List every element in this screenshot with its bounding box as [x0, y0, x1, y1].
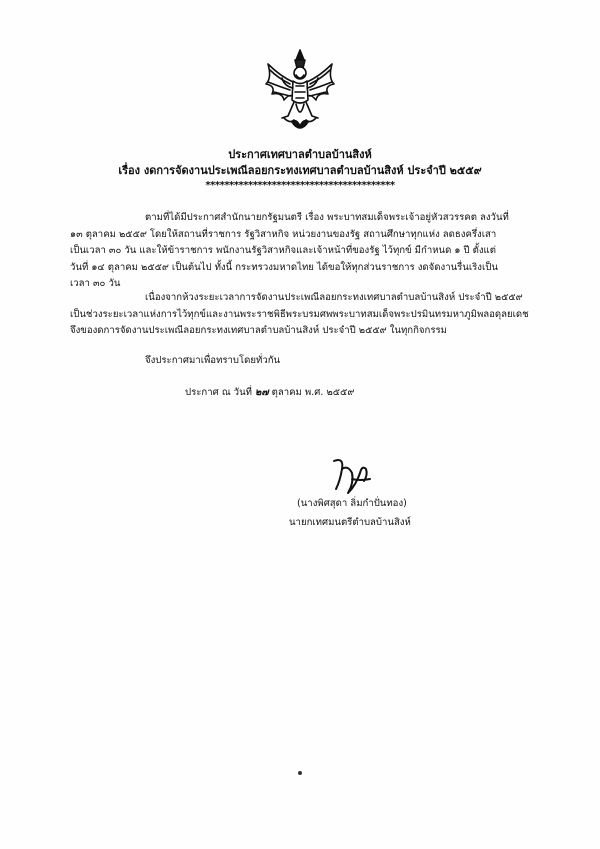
date-prefix: ประกาศ ณ วันที่ — [185, 387, 252, 398]
scan-dot — [298, 771, 302, 775]
paragraph-line: ๑๓ ตุลาคม ๒๕๕๙ โดยให้สถานที่ราชการ รัฐวิสาหกิจ หน่วยงานของรัฐ สถานศึกษาทุกแห่ง ลดธงครึ่งเสา — [70, 228, 497, 240]
paragraph-line: เนื่องจากห้วงระยะเวลาการจัดงานประเพณีลอยกระทงเทศบาลตำบลบ้านสิงห์ ประจำปี ๒๕๕๙ — [145, 292, 523, 303]
announcement-subject: เรื่อง งดการจัดงานประเพณีลอยกระทงเทศบาลตำบลบ้านสิงห์ ประจำปี ๒๕๕๙ — [118, 164, 482, 177]
paragraph-line: เวลา ๓๐ วัน — [70, 278, 121, 289]
paragraph-line: เป็นเวลา ๓๐ วัน และให้ข้าราชการ พนักงานรัฐวิสาหกิจและเจ้าหน้าที่ของรัฐ ไว้ทุกข์ มีกำหนด ๑ ปี ตั้งแต่ — [70, 245, 496, 256]
closing-statement: จึงประกาศมาเพื่อทราบโดยทั่วกัน — [145, 355, 281, 366]
garuda-emblem-icon — [262, 48, 338, 134]
date-day-handwritten: ๒๗ — [255, 387, 269, 398]
paragraph-mourning-notice — [70, 210, 509, 293]
signer-name: (นางพิศสุดา ลิ่มกำปั่นทอง) — [297, 498, 407, 509]
handwritten-signature-icon — [326, 455, 378, 497]
separator-line: **************************************** — [205, 180, 395, 191]
signer-position: นายกเทศมนตรีตำบลบ้านสิงห์ — [289, 517, 411, 528]
paragraph-line: วันที่ ๑๔ ตุลาคม ๒๕๕๙ เป็นต้นไป ทั้งนี้ กระทรวงมหาดไทย ได้ขอให้ทุกส่วนราชการ งดจัดงานรื่นเริงเป็น — [70, 261, 498, 273]
announcement-heading: ประกาศเทศบาลตำบลบ้านสิงห์ — [228, 148, 372, 161]
paragraph-line: เป็นช่วงระยะเวลาแห่งการไว้ทุกข์และงานพระราชพิธีพระบรมศพพระบาทสมเด็จพระปรมินทรมหาภูมิพลอดุลยเดช — [70, 308, 529, 320]
date-month-year: ตุลาคม พ.ศ. ๒๕๕๙ — [271, 387, 355, 398]
announcement-date — [185, 385, 354, 400]
paragraph-line: ตามที่ได้มีประกาศสำนักนายกรัฐมนตรี เรื่อง พระบาทสมเด็จพระเจ้าอยู่หัวสวรรคต ลงวันที่ — [145, 212, 509, 223]
paragraph-cancellation-reason — [70, 290, 529, 340]
paragraph-line: จึงของดการจัดงานประเพณีลอยกระทงเทศบาลตำบลบ้านสิงห์ ประจำปี ๒๕๕๙ ในทุกกิจกรรม — [70, 325, 447, 336]
